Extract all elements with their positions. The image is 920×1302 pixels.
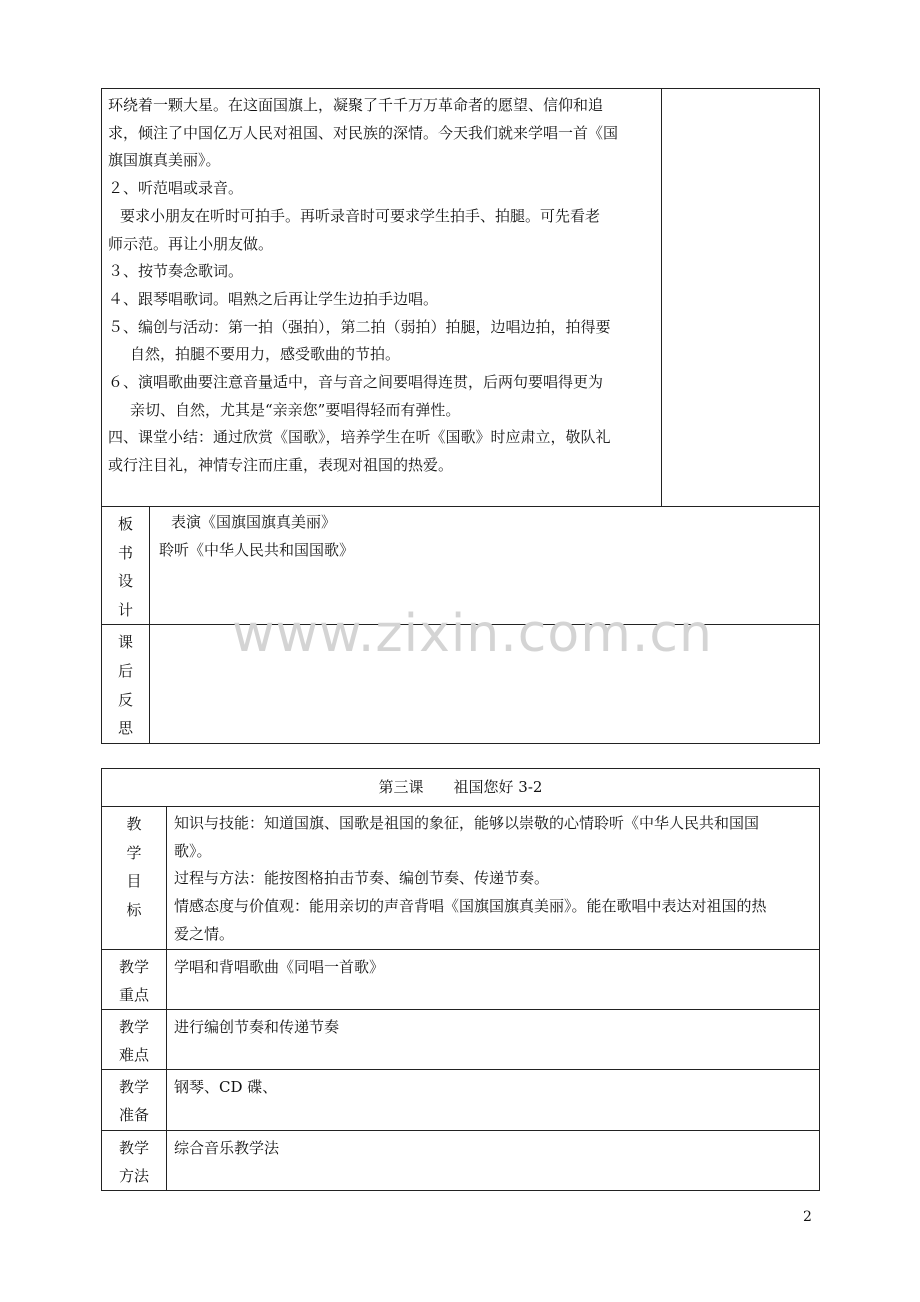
lesson-line: 师示范。再让小朋友做。 bbox=[108, 234, 274, 253]
lesson-line: 自然，拍腿不要用力，感受歌曲的节拍。 bbox=[130, 345, 401, 364]
difficulties-label: 教学 难点 bbox=[102, 1009, 167, 1069]
preparation-label: 教学 准备 bbox=[102, 1069, 167, 1130]
lesson-line: 旗国旗真美丽》。 bbox=[108, 151, 221, 170]
difficulties-content: 进行编创节奏和传递节奏 bbox=[167, 1009, 820, 1069]
lesson-line: 或行注目礼，神情专注而庄重，表现对祖国的热爱。 bbox=[108, 456, 454, 475]
preparation-content: 钢琴、CD 碟、 bbox=[167, 1069, 820, 1130]
lesson-line: 要求小朋友在听时可拍手。再听录音时可要求学生拍手、拍腿。可先看老 bbox=[120, 206, 601, 225]
method-content: 综合音乐教学法 bbox=[167, 1130, 820, 1190]
board-line: 表演《国旗国旗真美丽》 bbox=[171, 513, 337, 531]
objective-line: 情感态度与价值观：能用亲切的声音背唱《国旗国旗真美丽》。能在歌唱中表达对祖国的热 bbox=[174, 897, 767, 916]
lesson-line: ４、跟琴唱歌词。唱熟之后再让学生边拍手边唱。 bbox=[108, 289, 439, 308]
lesson-line: 四、课堂小结：通过欣赏《国歌》，培养学生在听《国歌》时应肃立，敬队礼 bbox=[108, 428, 611, 447]
lesson-line: ２、听范唱或录音。 bbox=[108, 179, 244, 198]
objective-line: 过程与方法：能按图格拍击节奏、编创节奏、传递节奏。 bbox=[174, 869, 550, 888]
reflection-content bbox=[150, 625, 820, 743]
reflection-label: 课 后 反 思 bbox=[102, 625, 150, 743]
lesson-line: ３、按节奏念歌词。 bbox=[108, 262, 244, 281]
lesson-body-cell bbox=[102, 89, 662, 507]
objective-line: 知识与技能：知道国旗、国歌是祖国的象征，能够以崇敬的心情聆听《中华人民共和国国 bbox=[174, 814, 760, 832]
lesson-line: 亲切、自然，尤其是“亲亲您”要唱得轻而有弹性。 bbox=[130, 400, 461, 419]
lesson-line: 环绕着一颗大星。在这面国旗上，凝聚了千千万万革命者的愿望、信仰和追 bbox=[108, 96, 604, 114]
lesson-line: ５、编创与活动：第一拍（强拍），第二拍（弱拍）拍腿，边唱边拍，拍得要 bbox=[108, 317, 611, 336]
lesson-line: 求，倾注了中国亿万人民对祖国、对民族的深情。今天我们就来学唱一首《国 bbox=[108, 123, 619, 142]
method-label: 教学 方法 bbox=[102, 1130, 167, 1190]
lesson3-title: 第三课 祖国您好 3-2 bbox=[102, 769, 820, 807]
objective-line: 歌》。 bbox=[174, 841, 212, 860]
objective-line: 爱之情。 bbox=[174, 924, 235, 943]
key-points-content: 学唱和背唱歌曲《同唱一首歌》 bbox=[167, 949, 820, 1009]
lesson-line: ６、演唱歌曲要注意音量适中，音与音之间要唱得连贯，后两句要唱得更为 bbox=[108, 373, 604, 392]
page-number: 2 bbox=[803, 1209, 812, 1225]
lesson-plan-table-1 bbox=[101, 88, 820, 744]
objectives-label: 教 学 目 标 bbox=[102, 807, 167, 950]
watermark: www.zixin.com.cn bbox=[232, 604, 713, 664]
lesson-plan-table-2 bbox=[101, 768, 820, 1191]
objectives-content bbox=[167, 807, 820, 950]
board-line: 聆听《中华人民共和国国歌》 bbox=[159, 540, 355, 559]
notes-column-cell bbox=[662, 89, 820, 507]
key-points-label: 教学 重点 bbox=[102, 949, 167, 1009]
board-design-label: 板 书 设 计 bbox=[102, 507, 150, 625]
board-design-content bbox=[150, 507, 820, 625]
